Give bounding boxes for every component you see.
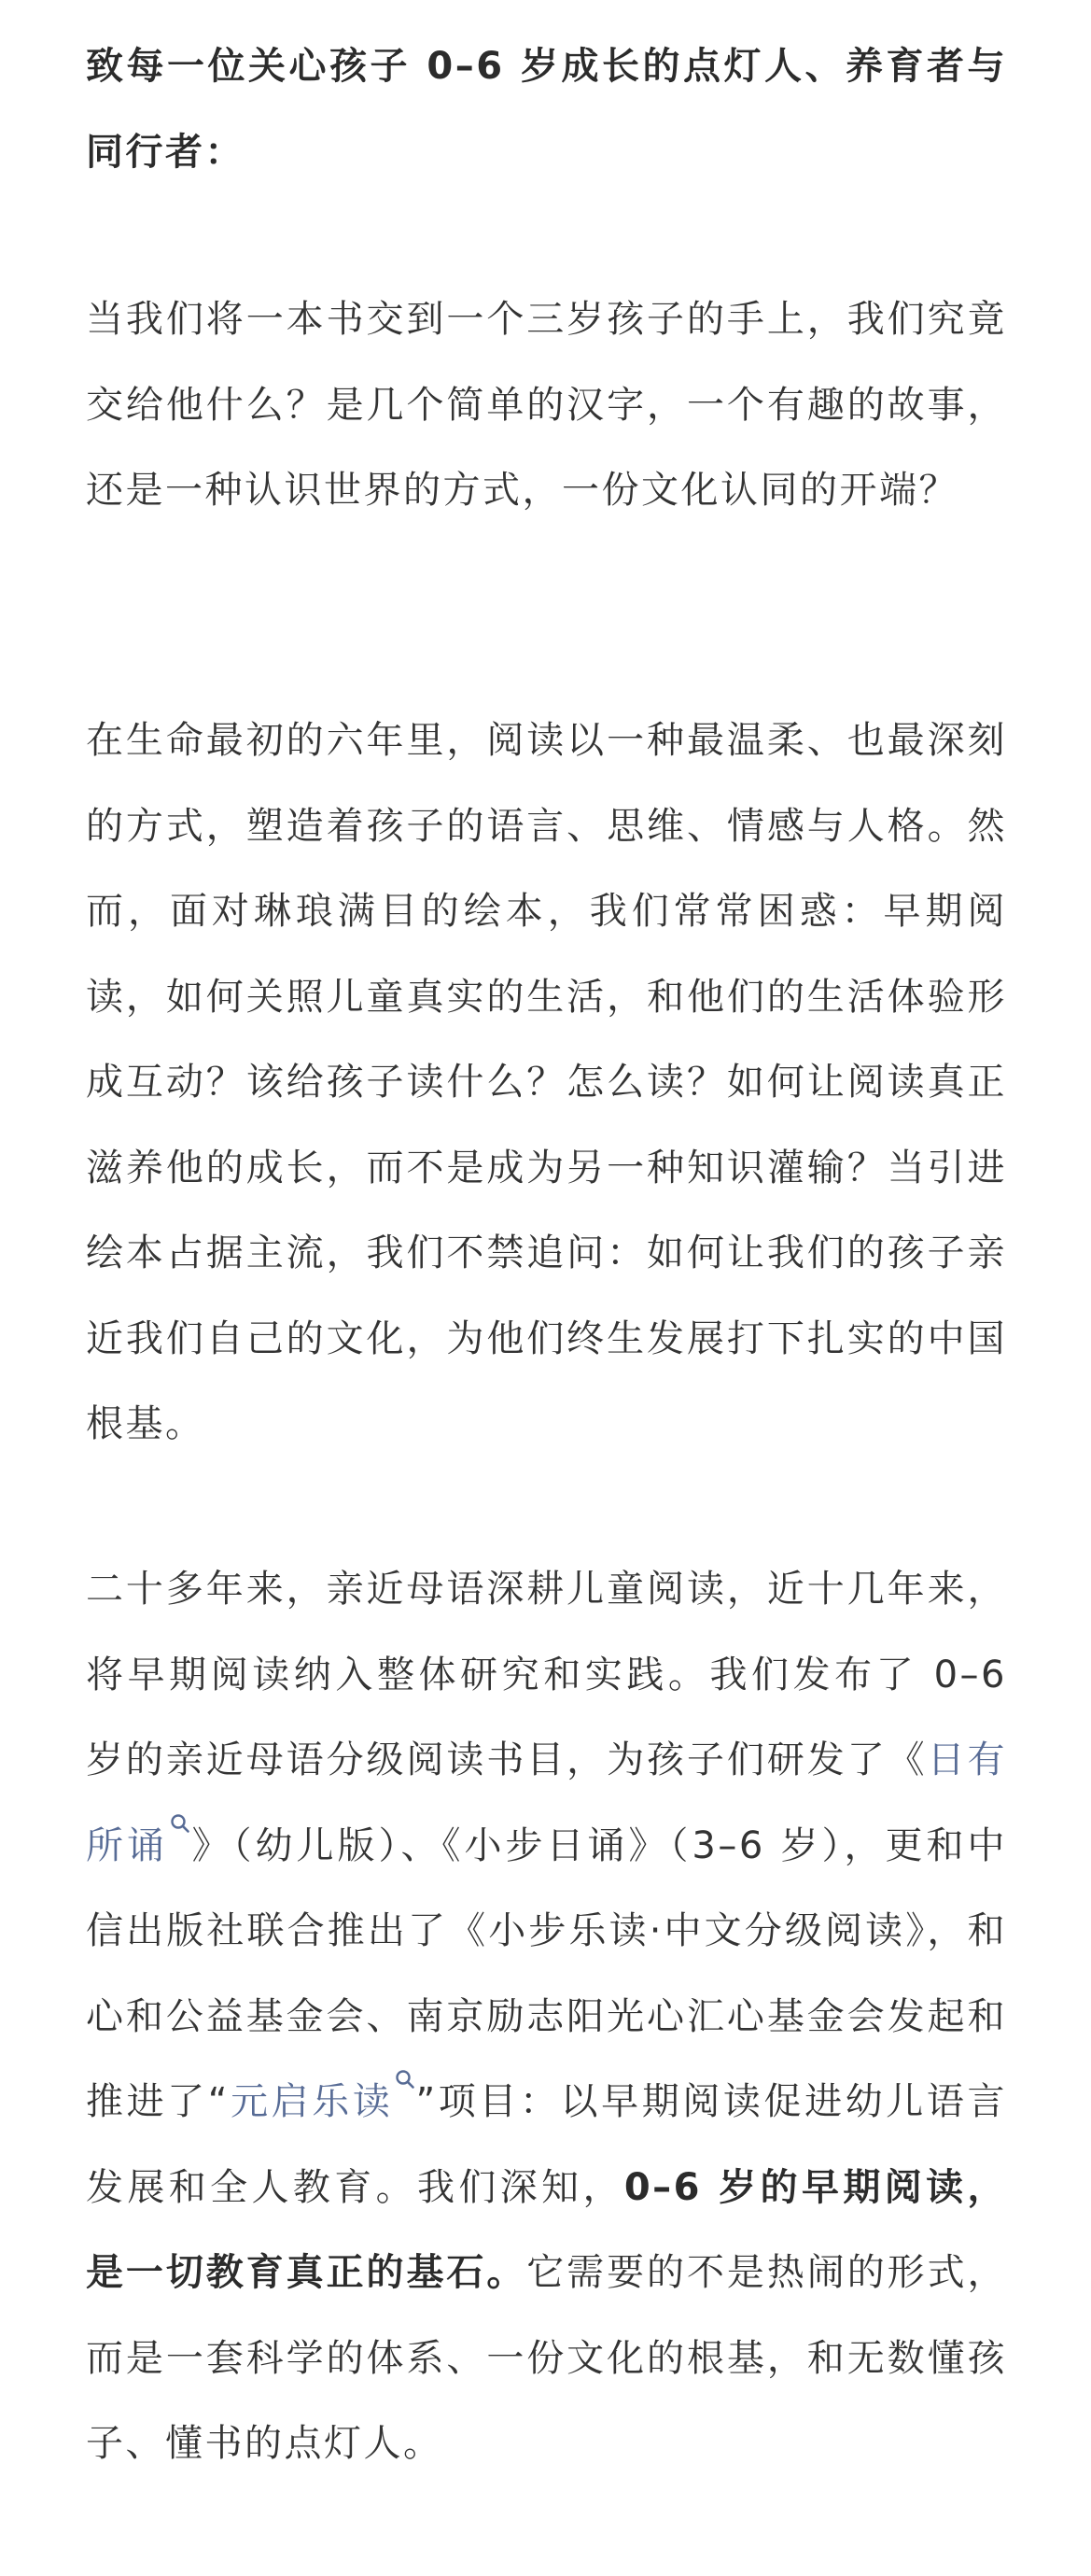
link-yuan-qi-le-du-label: 元启乐读 xyxy=(230,2080,394,2123)
search-icon xyxy=(170,1813,190,1839)
link-ri-you-suo-song-label: 日有所诵 xyxy=(86,1738,1008,1867)
paragraph-3-text-b: 》（幼儿版）、《小步日诵》（3–6 岁），更和中信出版社联合推出了《小步乐读·中文分级阅读》，和心和公益基金会、南京励志阳光心汇心基金会发起和推进了“ xyxy=(86,1823,1007,2123)
paragraph-3-emphasis: 0–6 岁的早期阅读，是一切教育真正的基石。 xyxy=(86,2165,1008,2294)
paragraph-3-text-d: 它需要的不是热闹的形式，而是一套科学的体系、一份文化的根基，和无数懂孩子、懂书的点灯人。 xyxy=(86,2251,1007,2465)
paragraph-2: 在生命最初的六年里，阅读以一种最温柔、也最深刻的方式，塑造着孩子的语言、思维、情感与人格。然而，面对琳琅满目的绘本，我们常常困惑：早期阅读，如何关照儿童真实的生活，和他们的生活体验形成互动？该给孩子读什么？怎么读？如何让阅读真正滋养他的成长，而不是成为另一种知识灌输？当引进绘本占据主流，我们不禁追问：如何让我们的孩子亲近我们自己的文化，为他们终生发展打下扎实的中国根基。 xyxy=(86,719,1007,1445)
search-icon xyxy=(395,2069,415,2095)
paragraph-3-text-c: ”项目：以早期阅读促进幼儿语言发展和全人教育。我们深知， xyxy=(86,2080,1007,2209)
salutation-heading: 致每一位关心孩子 0–6 岁成长的点灯人、养育者与同行者： xyxy=(86,45,1007,174)
paragraph-3-text-a: 二十多年来，亲近母语深耕儿童阅读，近十几年来，将早期阅读纳入整体研究和实践。我们发布了 0–6 岁的亲近母语分级阅读书目，为孩子们研发了《 xyxy=(86,1568,1007,1781)
paragraph-3 xyxy=(86,1547,1007,2487)
link-yuan-qi-le-du[interactable] xyxy=(230,2080,415,2123)
paragraph-1: 当我们将一本书交到一个三岁孩子的手上，我们究竟交给他什么？是几个简单的汉字，一个有趣的故事，还是一种认识世界的方式，一份文化认同的开端？ xyxy=(86,298,1007,512)
